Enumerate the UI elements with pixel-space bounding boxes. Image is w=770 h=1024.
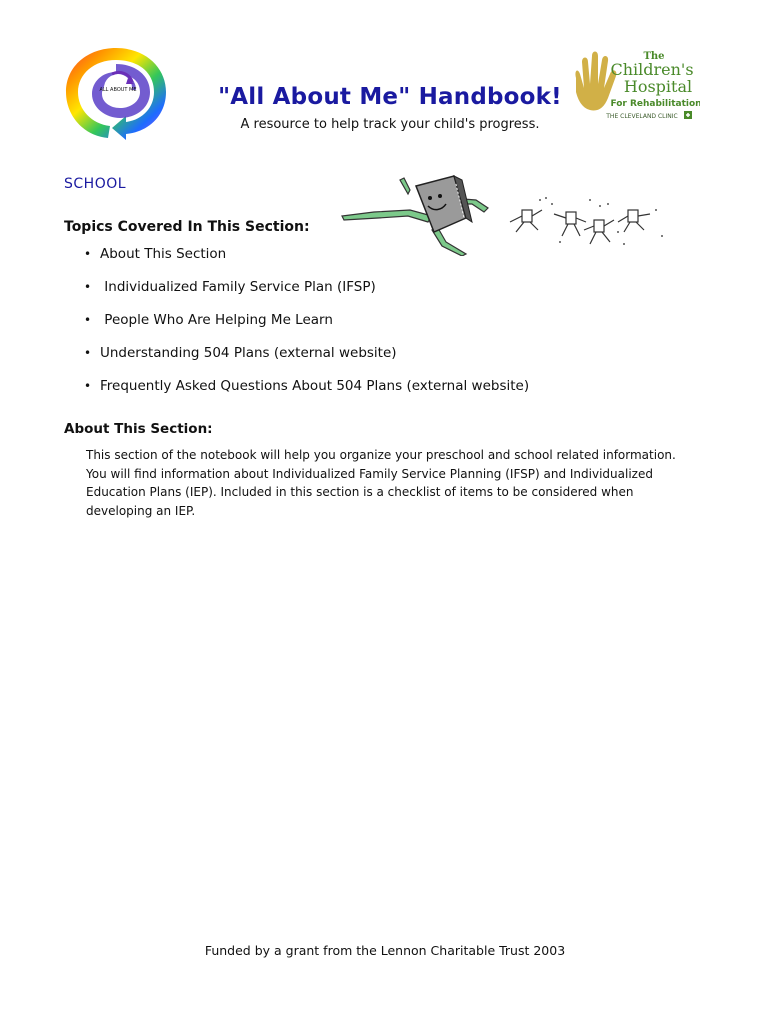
bullet-icon: • xyxy=(84,247,92,261)
about-heading: About This Section: xyxy=(64,421,213,437)
svg-text:Children's: Children's xyxy=(610,60,694,79)
footer-funding-note: Funded by a grant from the Lennon Charitable Trust 2003 xyxy=(204,943,566,958)
svg-text:Hospital: Hospital xyxy=(623,77,693,96)
topic-504-plans-link[interactable]: • Understanding 504 Plans (external website) xyxy=(84,345,397,361)
topic-504-faq-link[interactable]: • Frequently Asked Questions About 504 Plans (external website) xyxy=(84,378,530,394)
book-icon xyxy=(416,176,472,232)
page-title: "All About Me" Handbook! xyxy=(218,84,562,110)
bullet-icon: • xyxy=(84,346,92,360)
topic-about-this-section[interactable]: • About This Section xyxy=(84,246,227,262)
all-about-me-logo xyxy=(62,44,170,140)
topics-heading: Topics Covered In This Section: xyxy=(64,219,310,235)
bullet-icon: • xyxy=(84,313,92,327)
about-paragraph: This section of the notebook will help you organize your preschool and school related information. You will find information about Individualized Family Service Planning (IFSP) and Individualized Education Plans (IEP). Included in this section is a checklist of items to be considered when developing an IEP. xyxy=(86,448,676,518)
svg-text:For Rehabilitation: For Rehabilitation xyxy=(610,99,700,109)
logo-caption: ALL ABOUT ME xyxy=(99,87,137,93)
topics-list xyxy=(84,244,529,409)
svg-text:The: The xyxy=(643,51,665,62)
bullet-icon: • xyxy=(84,280,92,294)
bullet-icon: • xyxy=(84,379,92,393)
topic-people-helping[interactable]: • People Who Are Helping Me Learn xyxy=(84,312,333,328)
topic-ifsp[interactable]: • Individualized Family Service Plan (IFSP) xyxy=(84,279,376,295)
section-name: SCHOOL xyxy=(64,176,127,192)
page-subtitle: A resource to help track your child's progress. xyxy=(240,117,540,132)
svg-text:THE CLEVELAND CLINIC: THE CLEVELAND CLINIC xyxy=(606,113,678,120)
childrens-hospital-logo xyxy=(568,48,700,124)
